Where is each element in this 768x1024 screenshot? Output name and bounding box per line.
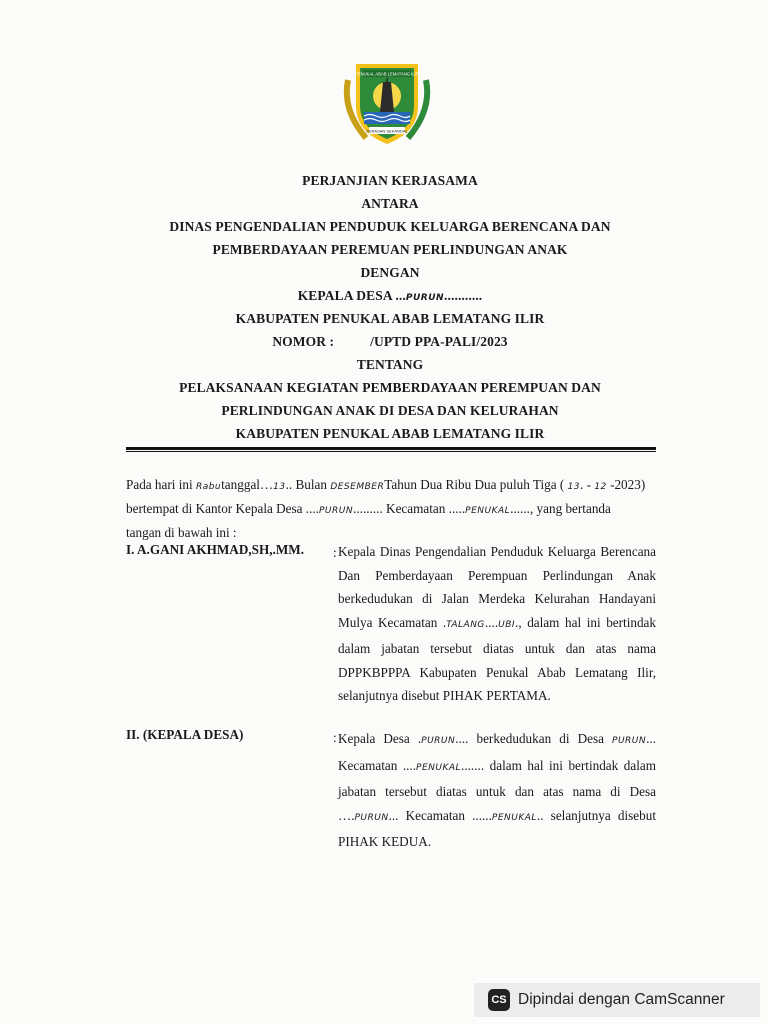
intro-text-a: Pada hari ini — [126, 477, 196, 492]
logo-top-text: PENUKAL ABAB LEMATANG ILIR — [355, 71, 419, 77]
intro-mm-handwritten: 12 — [594, 482, 607, 492]
title-line-9: TENTANG — [356, 357, 424, 372]
intro-date-handwritten: 13 — [273, 482, 286, 492]
title-kepala-desa — [100, 288, 680, 304]
party2-colon: : — [333, 730, 337, 745]
party1-kecamatan-handwritten-2: UBI — [498, 619, 516, 630]
intro-month-handwritten: DESEMBER — [330, 482, 385, 492]
party1-label: I. A.GANI AKHMAD,SH,.MM. — [126, 542, 305, 557]
party2-kecamatan-handwritten: PENUKAL — [416, 762, 462, 773]
title-divider-thick — [126, 447, 656, 450]
intro-text-b: tanggal… — [221, 477, 274, 492]
kabupaten-emblem-logo — [336, 50, 438, 150]
title-line-10: PELAKSANAAN KEGIATAN PEMBERDAYAAN PEREMPUAN DAN — [179, 380, 601, 395]
title-line-3: DINAS PENGENDALIAN PENDUDUK KELUARGA BERENCANA DAN — [169, 219, 611, 234]
party2-text-1: Kepala Desa . — [338, 731, 422, 746]
party1-description — [338, 540, 656, 708]
intro-desa-handwritten: PURUN — [318, 506, 354, 516]
kepala-desa-suffix: ........... — [444, 288, 483, 303]
kepala-desa-prefix: KEPALA DESA ... — [297, 288, 406, 303]
intro-text-j: tangan di bawah ini : — [126, 525, 237, 540]
intro-text-f: -2023) — [606, 477, 646, 492]
party2-text-2: .... berkedudukan di Desa — [455, 731, 613, 746]
camscanner-icon: CS — [488, 989, 510, 1011]
intro-text-e: . - — [580, 477, 595, 492]
party1-colon: : — [333, 545, 337, 560]
party2-desa-handwritten-2: PURUN — [612, 736, 647, 746]
intro-paragraph — [126, 474, 658, 543]
intro-kecamatan-handwritten: PENUKAL — [465, 506, 511, 516]
party1-text-1: Kepala Dinas Pengendalian Penduduk Keluarga Berencana Dan Pemberdayaan Perempuan Perlindungan Anak berkedudukan di Jalan Merdeka Kelurahan Handayani Mulya Kecamatan . — [338, 544, 656, 630]
title-line-11: PERLINDUNGAN ANAK DI DESA DAN KELURAHAN — [221, 403, 559, 418]
title-nomor — [100, 334, 680, 350]
camscanner-text: Dipindai dengan CamScanner — [518, 991, 725, 1008]
party2-text-4: ....... dalam hal ini bertindak dalam jabatan tersebut diatas untuk dan atas nama di Desa …. — [338, 757, 656, 823]
intro-text-c: .. Bulan — [285, 477, 331, 492]
title-line-2: ANTARA — [361, 196, 419, 211]
party2-kecamatan-handwritten-2: PENUKAL — [491, 812, 537, 823]
party2-desa-handwritten-3: PURUN — [354, 812, 389, 823]
party1-text-2: .... — [484, 614, 499, 630]
title-line-5: DENGAN — [360, 265, 420, 280]
nomor-value: /UPTD PPA-PALI/2023 — [370, 334, 508, 349]
title-line-4: PEMBERDAYAAN PEREMUAN PERLINDUNGAN ANAK — [212, 242, 568, 257]
title-divider-thin — [126, 451, 656, 452]
party1-text-3: ., dalam hal ini bertindak dalam jabatan tersebut diatas untuk dan atas nama DPPKBPPPA Kabupaten Penukal Abab Lematang Ilir, selanjutnya disebut PIHAK PERTAMA. — [338, 614, 656, 703]
title-line-7: KABUPATEN PENUKAL ABAB LEMATANG ILIR — [235, 311, 545, 326]
intro-text-d: Tahun Dua Ribu Dua puluh Tiga ( — [384, 477, 568, 492]
title-line-12: KABUPATEN PENUKAL ABAB LEMATANG ILIR — [235, 426, 545, 441]
party2-text-5: ... Kecamatan ...... — [388, 807, 492, 823]
intro-text-g: bertempat di Kantor Kepala Desa .... — [126, 501, 319, 516]
party2-label: II. (KEPALA DESA) — [126, 727, 244, 742]
kepala-desa-handwritten: PURUN — [405, 293, 445, 303]
party2-text-6: .. selanjutnya disebut PIHAK KEDUA. — [338, 807, 657, 849]
party2-text-3: ... Kecamatan .... — [338, 731, 656, 773]
intro-text-i: ......, yang bertanda — [510, 501, 611, 516]
party1-kecamatan-handwritten: TALANG — [446, 619, 485, 630]
intro-text-h: ......... Kecamatan ..... — [353, 501, 466, 516]
nomor-label: NOMOR : — [272, 334, 335, 349]
party2-desa-handwritten: PURUN — [421, 736, 456, 746]
intro-day-handwritten: Rabu — [195, 482, 222, 492]
party2-description — [338, 727, 656, 854]
camscanner-watermark — [474, 983, 760, 1017]
intro-dd-handwritten: 13 — [567, 482, 581, 492]
logo-motto: SERASAN SEKANDAL — [366, 128, 408, 134]
title-line-1: PERJANJIAN KERJASAMA — [302, 173, 478, 188]
